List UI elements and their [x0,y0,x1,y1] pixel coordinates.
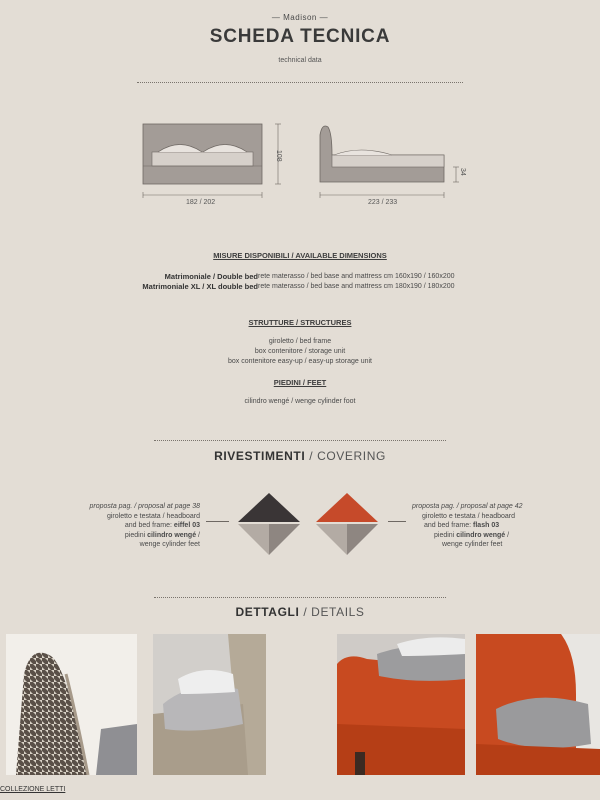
proposal-left-line3: and bed frame: [124,522,174,529]
detail-photo-storage [153,634,266,775]
covering-heading-light: / COVERING [309,449,386,463]
front-view-drawing [143,124,281,198]
proposal-left-feet: cilindro wengé [147,531,197,539]
details-heading [0,605,600,619]
page-subtitle: technical data [278,57,322,64]
dimension-row-value: rete materasso / bed base and mattress cm 180x190 / 180x200 [258,283,455,290]
proposal-left-fabric: eiffel 03 [173,522,200,529]
front-width-label: 182 / 202 [186,199,216,206]
dimension-row-label: Matrimoniale / Double bed [164,272,258,281]
proposal-left [40,502,200,550]
structure-item: giroletto / bed frame [268,338,332,345]
divider [154,440,446,441]
details-heading-bold: DETTAGLI [235,605,300,619]
proposal-left-page: proposta pag. / proposal at page 38 [89,503,200,510]
covering-heading-bold: RIVESTIMENTI [214,449,306,463]
proposal-right-page: proposta pag. / proposal at page 42 [412,503,523,510]
proposal-left-line5: wenge cylinder feet [139,541,200,548]
connector-line [206,521,229,522]
structures-heading: STRUTTURE / STRUCTURES [248,318,352,327]
proposal-left-feet-post: / [196,531,200,539]
technical-drawings [130,115,470,210]
side-view-drawing [320,126,459,198]
dimension-row-value: rete materasso / bed base and mattress cm 160x190 / 160x200 [258,273,455,280]
proposal-right-line3: and bed frame: [424,522,474,529]
model-name: — Madison — [271,13,329,22]
proposal-right-feet-pre: piedini [434,531,457,539]
proposal-right [412,502,572,550]
detail-photo-orange-headboard [476,634,600,775]
feet-heading: PIEDINI / FEET [273,378,327,387]
proposal-right-line2: giroletto e testata / headboard [422,512,516,520]
proposal-left-feet-pre: piedini [124,531,148,539]
swatch-eiffel-03 [238,493,300,555]
connector-line [388,521,406,522]
page-title: SCHEDA TECNICA [209,26,391,47]
structure-item: box contenitore easy-up / easy-up storage unit [228,358,372,365]
dimensions-heading: MISURE DISPONIBILI / AVAILABLE DIMENSIONS [213,251,387,260]
divider [154,597,446,598]
details-heading-light: / DETAILS [303,605,365,619]
collection-beds-link[interactable]: COLLEZIONE LETTI [0,786,66,793]
proposal-right-feet: cilindro wengé [456,531,506,539]
proposal-right-fabric: flash 03 [473,522,500,529]
feet-item: cilindro wengé / wenge cylinder foot [244,398,356,405]
base-height-label: 34 [459,168,466,176]
detail-photo-houndstooth [6,634,137,775]
proposal-left-line2: giroletto e testata / headboard [106,512,200,520]
covering-heading [0,449,600,463]
detail-photo-orange-bed [337,634,465,775]
dimension-row-label: Matrimoniale XL / XL double bed [142,282,258,291]
structure-item: box contenitore / storage unit [254,348,346,355]
height-label: 108 [275,150,282,162]
divider [137,82,463,83]
side-length-label: 223 / 233 [368,199,398,206]
swatch-flash-03 [316,493,378,555]
proposal-right-feet-post: / [505,531,510,539]
proposal-right-line5: wenge cylinder feet [442,541,503,548]
